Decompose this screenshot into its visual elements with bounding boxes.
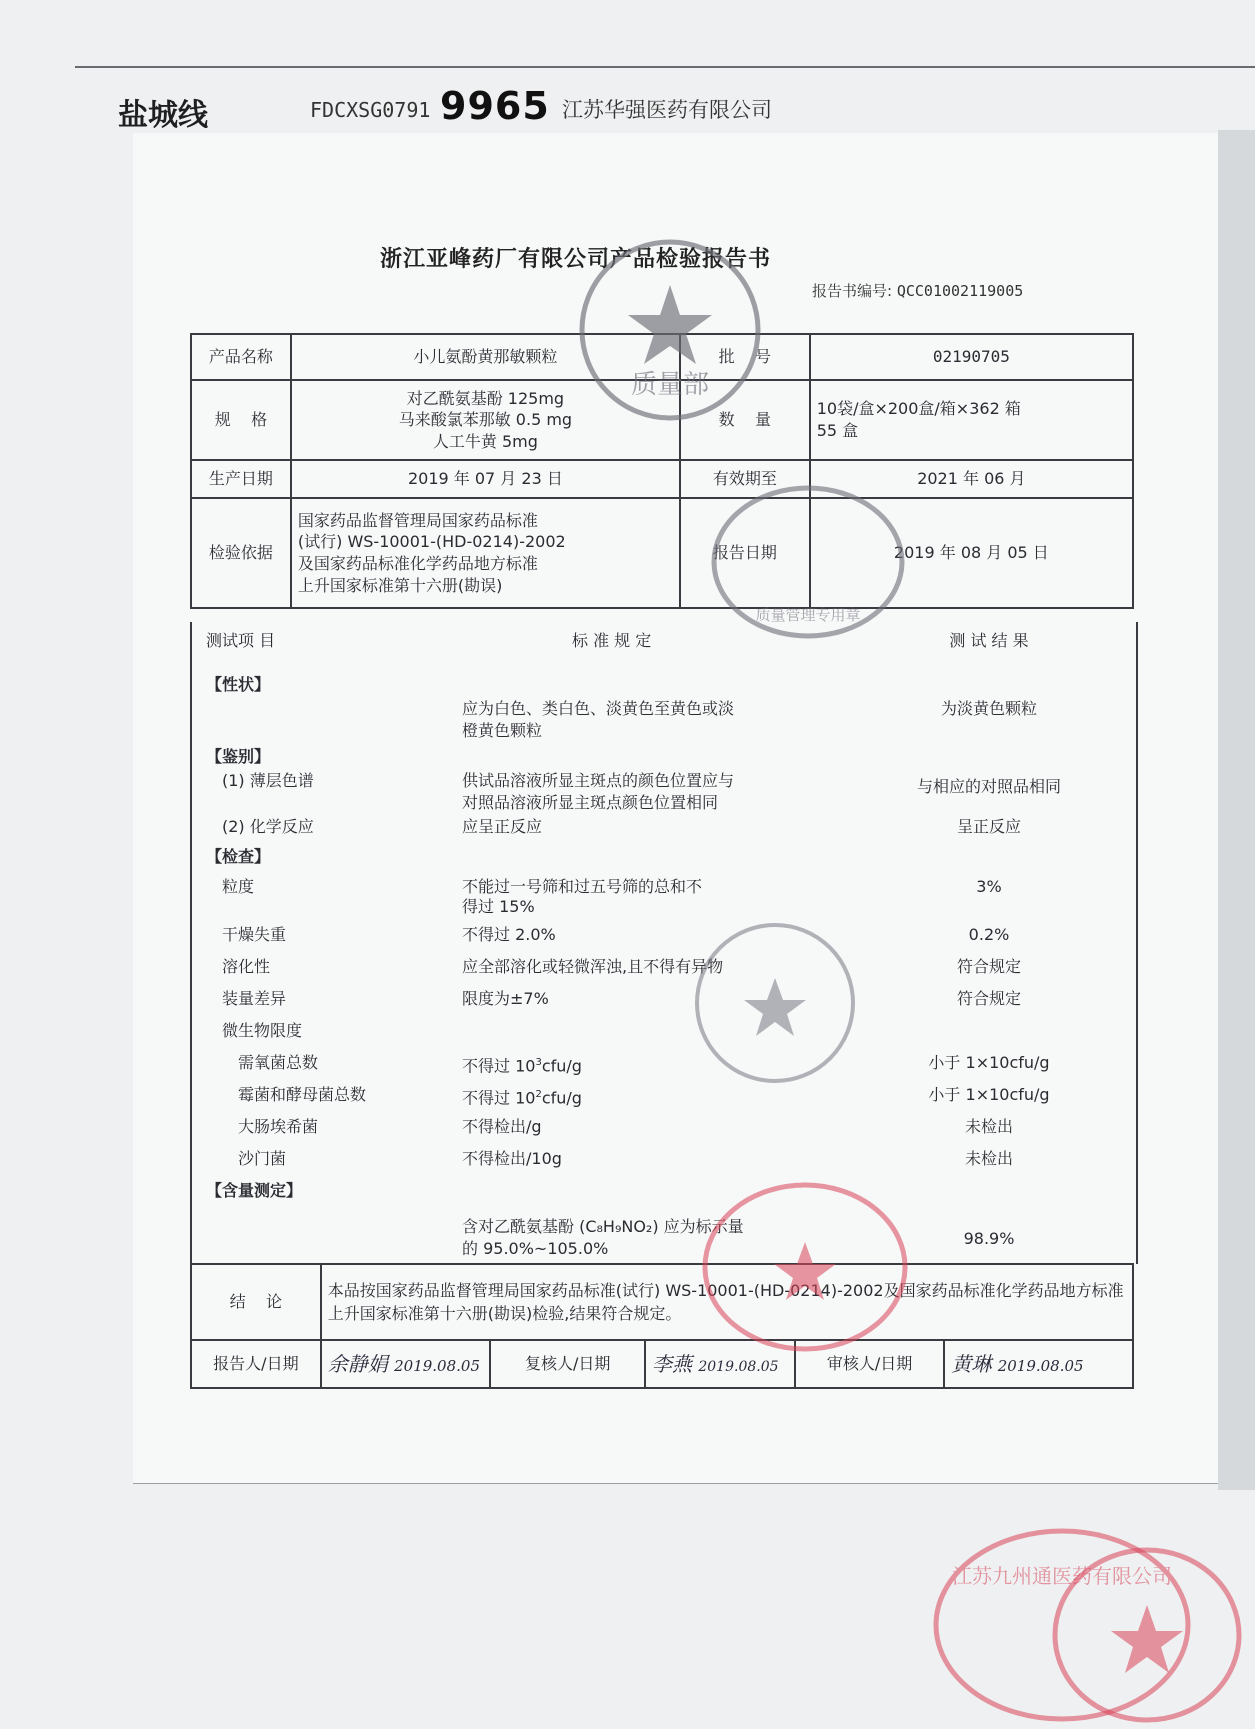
- tests-header-item: 测试项 目: [206, 631, 276, 650]
- spec-value: 对乙酰氨基酚 125mg 马来酸氯苯那敏 0.5 mg 人工牛黄 5mg: [291, 380, 680, 460]
- basis-label: 检验依据: [191, 498, 291, 608]
- tests-header-standard: 标 准 规 定: [572, 631, 652, 650]
- header-company: 江苏华强医药有限公司: [562, 98, 772, 122]
- report-date: 2019 年 08 月 05 日: [810, 498, 1133, 608]
- reviewer-label: 复核人/日期: [490, 1340, 645, 1388]
- spec-label: 规 格: [191, 380, 291, 460]
- top-rule: [75, 66, 1255, 68]
- header-code-number: 9965: [440, 84, 550, 128]
- report-date-label: 报告日期: [680, 498, 810, 608]
- quality-mgmt-stamp: [708, 482, 908, 642]
- quality-dept-stamp: [575, 235, 765, 425]
- header-code-prefix: FDCXSG0791: [310, 98, 431, 122]
- company-stamp-center: [690, 918, 860, 1088]
- product-name-label: 产品名称: [191, 334, 291, 380]
- header-route-label: 盐城线: [118, 98, 208, 133]
- conclusion-table: [190, 1263, 1134, 1389]
- scan-edge: [1218, 130, 1255, 1490]
- svg-text:质量部: 质量部: [630, 370, 710, 400]
- svg-text:江苏九州通医药有限公司: 江苏九州通医药有限公司: [952, 1564, 1172, 1588]
- svg-text:质量管理专用章: 质量管理专用章: [755, 606, 861, 624]
- approver-label: 审核人/日期: [795, 1340, 945, 1388]
- conclusion-label: 结 论: [191, 1264, 321, 1340]
- basis-text: 国家药品监督管理局国家药品标准 (试行) WS-10001-(HD-0214)-2002 及国家药品标准化学药品地方标准 上升国家标准第十六册(勘误): [291, 498, 680, 608]
- expiry-label: 有效期至: [680, 460, 810, 498]
- report-number: 报告书编号: QCC01002119005: [812, 282, 1024, 300]
- expiry-date: 2021 年 06 月: [810, 460, 1133, 498]
- batch-number: 02190705: [810, 334, 1133, 380]
- approver-signature: 黄琳 2019.08.05: [944, 1340, 1133, 1388]
- production-date: 2019 年 07 月 23 日: [291, 460, 680, 498]
- tests-header-result: 测 试 结 果: [949, 631, 1029, 650]
- conclusion-text: 本品按国家药品监督管理局国家药品标准(试行) WS-10001-(HD-0214)-2002及国家药品标准化学药品地方标准上升国家标准第十六册(勘误)检验,结果符合规定。: [321, 1264, 1133, 1340]
- tests-section: 测试项 目 标 准 规 定 测 试 结 果 【性状】 应为白色、类白色、淡黄色至黄色或淡 为淡黄色颗粒 橙黄色颗粒 【鉴别】 (1) 薄层色谱 供试品溶液所显主斑点的颜色位置应与 与相应的对照品相同 对照品溶液所显主斑点颜色位置相同 (2) 化学反应 应呈正反应 呈正反应 【检查】 粒度 不能过一号筛和过五号筛的总和不 3% 得过 15% 干燥失重 不得过 2.0% 0.2% 溶化性 应全部溶化或轻微浑浊,且不得有异物 符合规定 装量差异 限度为±7% 符合规定 微生物限度 需氧菌总数 不得过 $10^3cfu/g$ 小于 1×10cfu/g 霉菌和酵母菌总数 不得过 $10^2cfu/g$ 小于 1×10cfu/g 大肠埃希菌 不得检出/g 未检出 沙门菌 不得检出/10g 未检出 【含量测定】 含对乙酰氨基酚 (C₈H₉NO₂) 应为标示量 98.9% 的 95.0%~105.0%: [190, 622, 1138, 1264]
- production-date-label: 生产日期: [191, 460, 291, 498]
- quantity-value: 10袋/盒×200盒/箱×362 箱 55 盒: [810, 380, 1133, 460]
- reporter-signature: 余静娟 2019.08.05: [321, 1340, 491, 1388]
- reporter-label: 报告人/日期: [191, 1340, 321, 1388]
- red-round-stamp: [1050, 1545, 1245, 1725]
- product-name: 小儿氨酚黄那敏颗粒: [291, 334, 680, 380]
- quantity-label: 数 量: [680, 380, 810, 460]
- report-title: 浙江亚峰药厂有限公司产品检验报告书: [380, 247, 772, 272]
- red-oval-stamp: [700, 1180, 910, 1355]
- reviewer-signature: 李燕 2019.08.05: [645, 1340, 795, 1388]
- batch-label: 批 号: [680, 334, 810, 380]
